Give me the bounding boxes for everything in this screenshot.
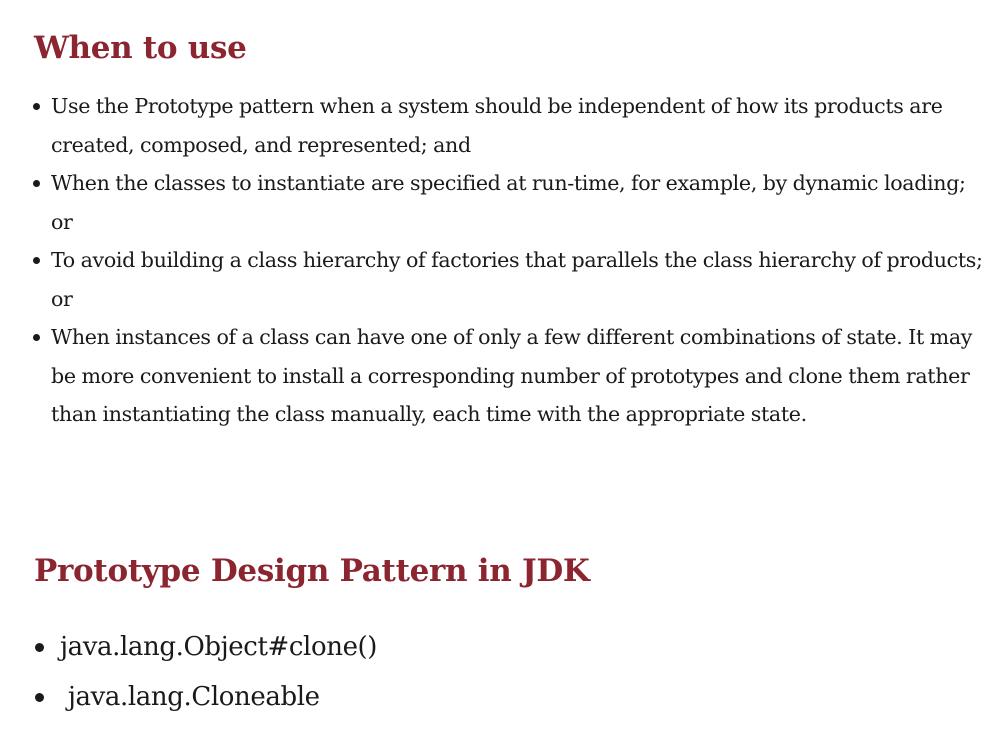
bullet-icon	[33, 334, 40, 341]
section-title-when-to-use: When to use	[34, 30, 247, 66]
list-item-text: Use the Prototype pattern when a system should be independent of how its products are created, composed, and represented; and	[51, 94, 943, 157]
list-item-text: When the classes to instantiate are specified at run-time, for example, by dynamic loading; or	[51, 171, 966, 234]
list-item-text: When instances of a class can have one of only a few different combinations of state. It may be more convenient to install a corresponding number of prototypes and clone them rather than instantiating the class manually, each time with the appropriate state.	[51, 325, 973, 426]
bullet-icon	[33, 103, 40, 110]
bullet-icon	[33, 180, 40, 187]
bullet-icon	[35, 643, 44, 652]
jdk-list	[60, 622, 377, 722]
list-item	[60, 672, 377, 722]
list-item	[60, 622, 377, 672]
bullet-icon	[35, 693, 44, 702]
list-item-text: To avoid building a class hierarchy of factories that parallels the class hierarchy of products; or	[51, 248, 983, 311]
list-item	[51, 241, 986, 318]
list-item-text: java.lang.Cloneable	[60, 682, 320, 712]
list-item-text: java.lang.Object#clone()	[60, 632, 378, 662]
section-title-jdk: Prototype Design Pattern in JDK	[34, 553, 590, 589]
when-to-use-list	[51, 87, 986, 434]
list-item	[51, 318, 986, 434]
list-item	[51, 164, 986, 241]
list-item	[51, 87, 986, 164]
bullet-icon	[33, 257, 40, 264]
